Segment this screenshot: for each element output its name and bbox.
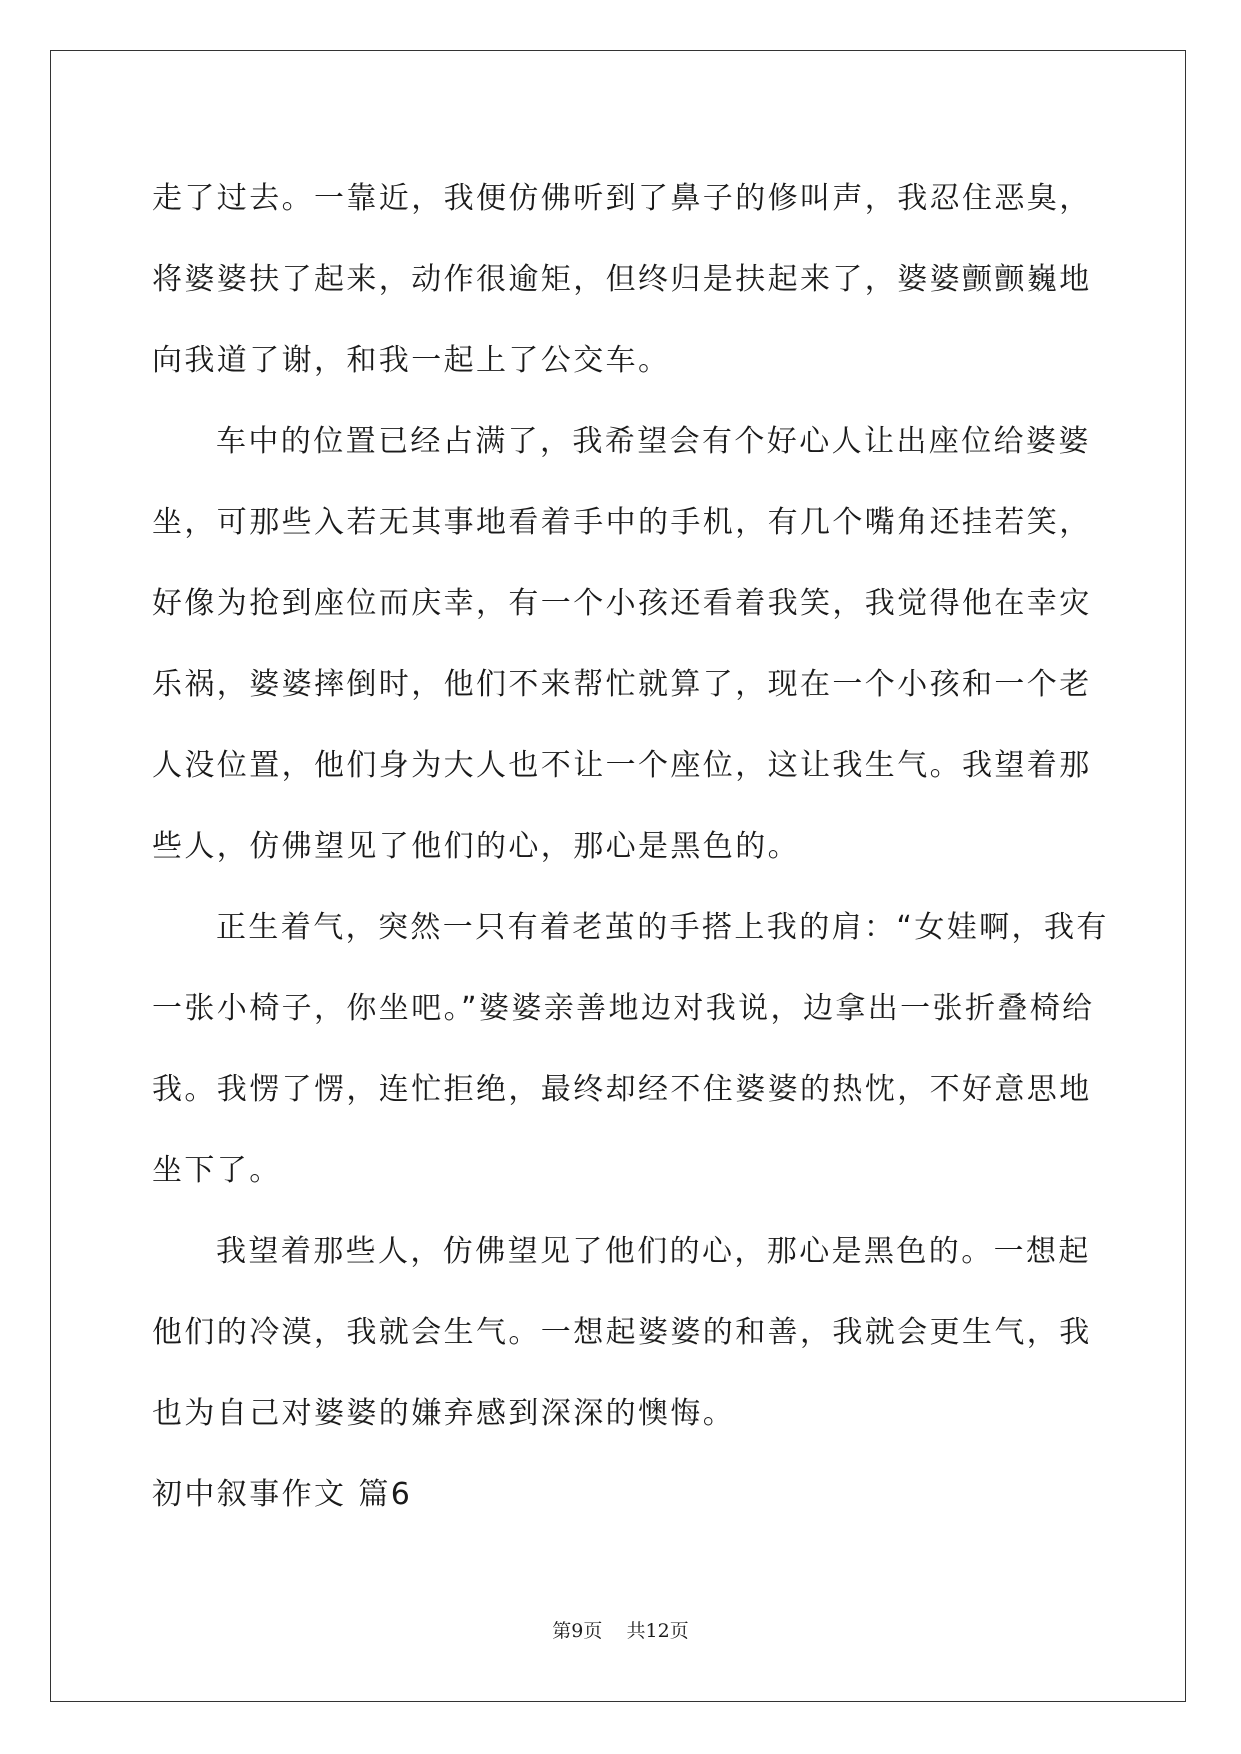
paragraph-1: 走了过去。一靠近，我便仿佛听到了鼻子的修叫声，我忍住恶臭，将婆婆扶了起来，动作很逾矩，但终归是扶起来了，婆婆颤颤巍地向我道了谢，和我一起上了公交车。 <box>152 181 1092 378</box>
page-number-label: 第9页 共12页 <box>552 1620 689 1642</box>
paragraph-2: 车中的位置已经占满了，我希望会有个好心人让出座位给婆婆坐，可那些入若无其事地看着手中的手机，有几个嘴角还挂若笑，好像为抢到座位而庆幸，有一个小孩还看着我笑，我觉得他在幸灾乐祸，婆婆摔倒时，他们不来帮忙就算了，现在一个小孩和一个老人没位置，他们身为大人也不让一个座位，这让我生气。我望着那些人，仿佛望见了他们的心，那心是黑色的。 <box>152 424 1092 864</box>
paragraph-3: 正生着气，突然一只有着老茧的手搭上我的肩：“女娃啊，我有一张小椅子，你坐吧。”婆婆亲善地边对我说，边拿出一张折叠椅给我。我愣了愣，连忙拒绝，最终却经不住婆婆的热忱，不好意思地坐下了。 <box>152 910 1109 1188</box>
paragraph-4: 我望着那些人，仿佛望见了他们的心，那心是黑色的。一想起他们的冷漠，我就会生气。一想起婆婆的和善，我就会更生气，我也为自己对婆婆的嫌弃感到深深的懊悔。 <box>152 1234 1092 1431</box>
section-heading: 初中叙事作文 篇6 <box>152 1477 413 1512</box>
document-body <box>152 158 1112 1535</box>
page-footer <box>0 1616 1241 1643</box>
